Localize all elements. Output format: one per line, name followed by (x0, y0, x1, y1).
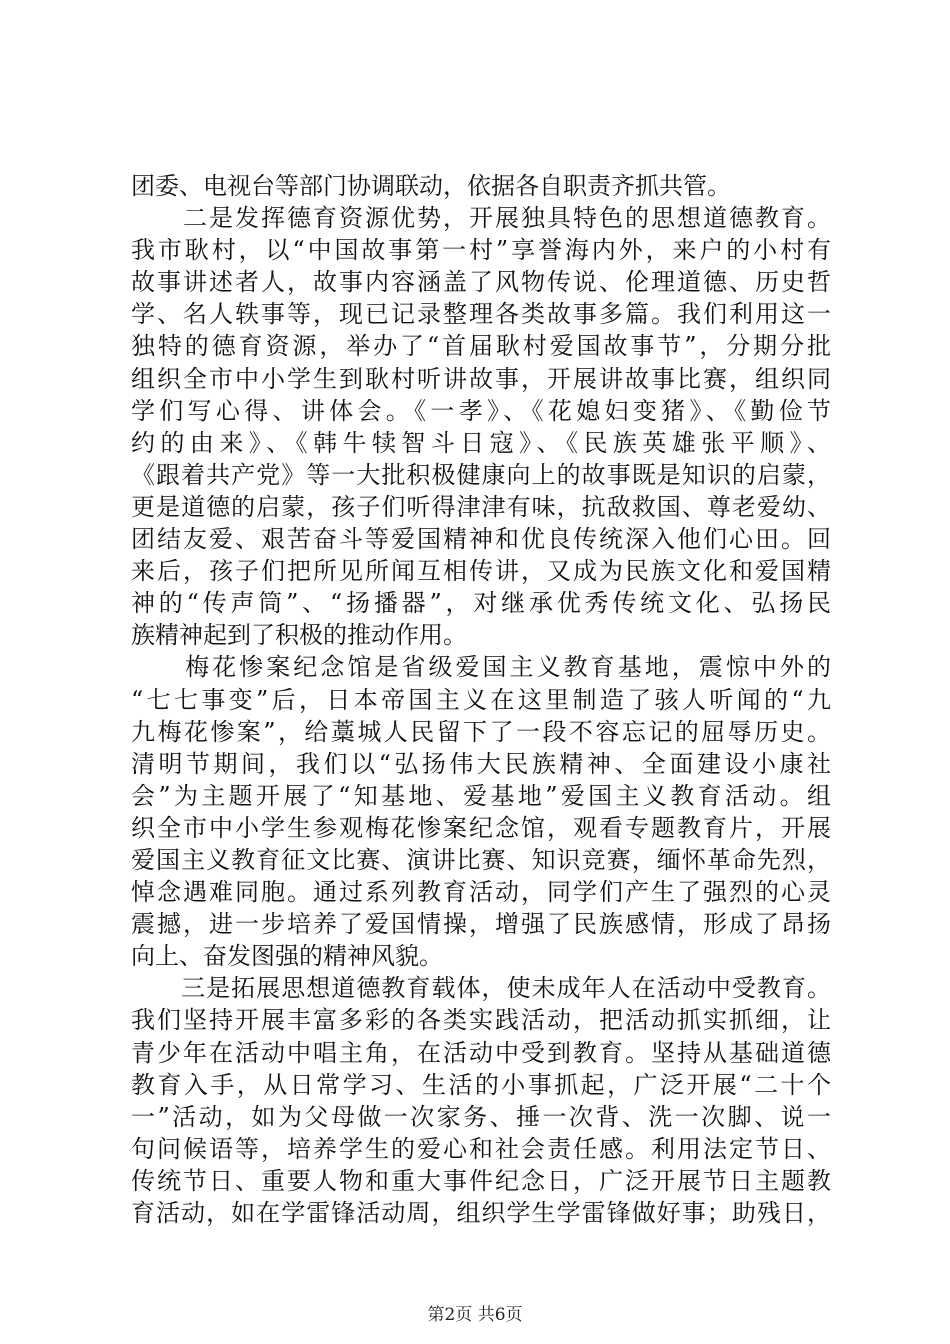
text-line: 会”为主题开展了“知基地、爱基地”爱国主义教育活动。组 (131, 781, 831, 810)
text-line: 约的由来》、《韩牛犊智斗日寇》、《民族英雄张平顺》、 (131, 428, 831, 457)
text-line: 梅花惨案纪念馆是省级爱国主义教育基地，震惊中外的 (131, 653, 831, 682)
text-line: 神的“传声筒”、“扬播器”，对继承优秀传统文化、弘扬民 (131, 589, 831, 618)
text-line: 独特的德育资源，举办了“首届耿村爱国故事节”，分期分批 (131, 332, 831, 361)
text-line: 《跟着共产党》等一大批积极健康向上的故事既是知识的启蒙， (131, 460, 831, 489)
text-line: 三是拓展思想道德教育载体，使未成年人在活动中受教育。 (131, 974, 831, 1003)
text-line: 青少年在活动中唱主角，在活动中受到教育。坚持从基础道德 (131, 1038, 831, 1067)
text-line: 教育入手，从日常学习、生活的小事抓起，广泛开展“二十个 (131, 1070, 831, 1099)
text-line: 震撼，进一步培养了爱国情操，增强了民族感情，形成了昂扬 (131, 910, 831, 939)
text-line: 学们写心得、讲体会。《一孝》、《花媳妇变猪》、《勤俭节 (131, 396, 831, 425)
text-line: 清明节期间，我们以“弘扬伟大民族精神、全面建设小康社 (131, 749, 831, 778)
text-line: 悼念遇难同胞。通过系列教育活动，同学们产生了强烈的心灵 (131, 878, 831, 907)
text-line: 织全市中小学生参观梅花惨案纪念馆，观看专题教育片，开展 (131, 813, 831, 842)
text-line: 学、名人轶事等，现已记录整理各类故事多篇。我们利用这一 (131, 300, 831, 329)
text-line: 二是发挥德育资源优势，开展独具特色的思想道德教育。 (131, 204, 831, 233)
text-line: 故事讲述者人，故事内容涵盖了风物传说、伦理道德、历史哲 (131, 268, 831, 297)
text-line: 团委、电视台等部门协调联动，依据各自职责齐抓共管。 (131, 172, 731, 200)
text-line: 育活动，如在学雷锋活动周，组织学生学雷锋做好事；助残日， (131, 1199, 831, 1227)
text-line: 族精神起到了积极的推动作用。 (131, 621, 467, 650)
text-line: 团结友爱、艰苦奋斗等爱国精神和优良传统深入他们心田。回 (131, 525, 831, 554)
body-text (131, 170, 831, 1229)
text-line: 组织全市中小学生到耿村听讲故事，开展讲故事比赛，组织同 (131, 364, 831, 393)
text-line: 向上、奋发图强的精神风貌。 (131, 942, 443, 971)
text-line: 一”活动，如为父母做一次家务、捶一次背、洗一次脚、说一 (131, 1102, 831, 1131)
text-line: 传统节日、重要人物和重大事件纪念日，广泛开展节日主题教 (131, 1166, 831, 1195)
text-line: 我们坚持开展丰富多彩的各类实践活动，把活动抓实抓细，让 (131, 1006, 831, 1035)
text-line: 我市耿村，以“中国故事第一村”享誉海内外，来户的小村有 (131, 236, 831, 265)
text-line: “七七事变”后，日本帝国主义在这里制造了骇人听闻的“九 (131, 685, 831, 714)
text-line: 来后，孩子们把所见所闻互相传讲，又成为民族文化和爱国精 (131, 557, 831, 586)
text-line: 爱国主义教育征文比赛、演讲比赛、知识竞赛，缅怀革命先烈， (131, 845, 831, 874)
text-line: 句问候语等，培养学生的爱心和社会责任感。利用法定节日、 (131, 1134, 831, 1163)
text-line: 九梅花惨案”，给藁城人民留下了一段不容忘记的屈辱历史。 (131, 717, 831, 746)
page-footer: 第2页 共6页 (427, 1305, 523, 1325)
text-line: 更是道德的启蒙，孩子们听得津津有味，抗敌救国、尊老爱幼、 (131, 492, 831, 521)
